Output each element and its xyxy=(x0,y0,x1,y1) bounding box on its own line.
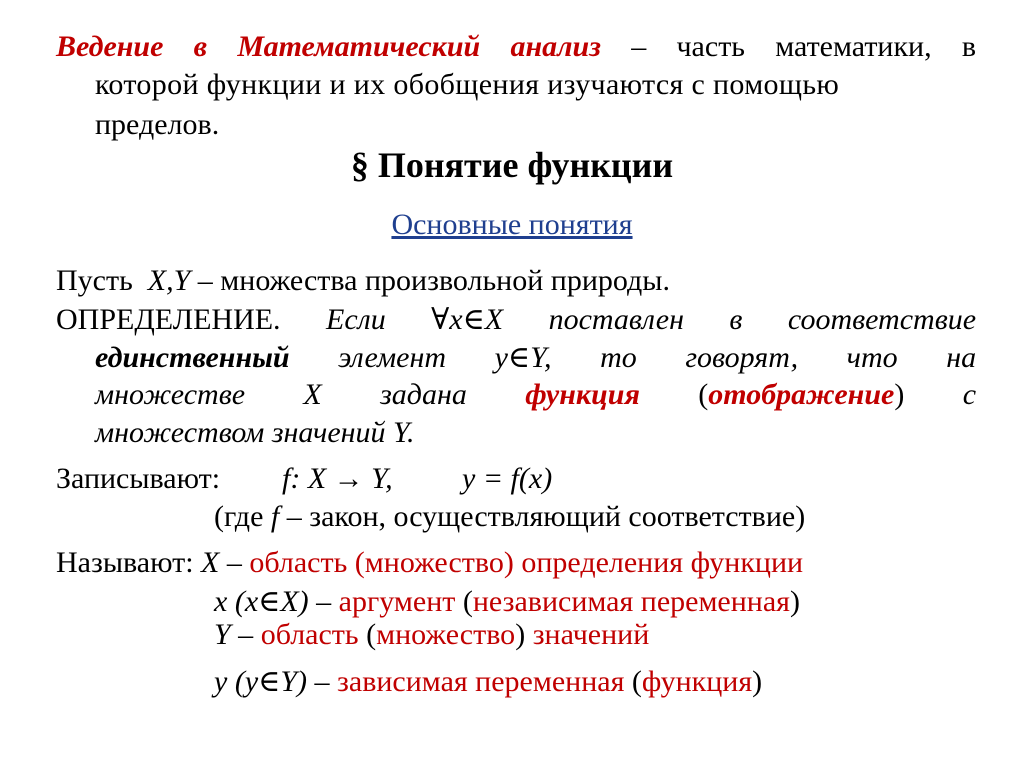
naming-set: множество xyxy=(376,618,516,651)
def-word: множестве xyxy=(95,378,246,411)
intro-line-2: которой функции и их обобщения изучаются с помощью xyxy=(95,68,840,101)
def-word: что xyxy=(846,341,898,374)
naming-values: значений xyxy=(532,618,650,651)
let-sets: X,Y xyxy=(147,264,191,297)
naming-lead: Называют: xyxy=(56,546,194,579)
naming-symbol: ) – xyxy=(297,665,330,698)
paren: ( xyxy=(366,618,377,651)
definition-line-1 xyxy=(56,302,976,337)
naming-independent: независимая переменная xyxy=(472,585,790,618)
def-mapping-word: отображение xyxy=(708,378,895,411)
naming-row-2 xyxy=(214,584,800,619)
intro-word: часть xyxy=(676,30,745,63)
def-word: на xyxy=(946,341,977,374)
naming-symbol: x ( xyxy=(214,585,245,618)
paren: ( xyxy=(462,585,473,618)
def-function-word: функция xyxy=(525,378,640,411)
def-word: в xyxy=(729,303,743,336)
intro-word: математики, xyxy=(775,30,932,63)
note-symbol: f xyxy=(270,500,280,533)
def-math: y∈Y, xyxy=(494,341,552,374)
paren: ) xyxy=(752,665,763,698)
def-unique: единственный xyxy=(95,341,290,374)
intro-dash: – xyxy=(631,30,647,63)
def-word: с xyxy=(962,378,977,411)
naming-symbol: Y – xyxy=(214,618,254,651)
notation-note xyxy=(214,500,805,534)
definition-label: ОПРЕДЕЛЕНИЕ. xyxy=(56,303,281,336)
naming-dependent: зависимая переменная xyxy=(337,665,625,698)
definition-line-3 xyxy=(95,378,976,412)
naming-symbol: ) – xyxy=(298,585,332,618)
def-word: Если xyxy=(326,303,386,336)
naming-symbol: X – xyxy=(201,546,242,579)
let-line xyxy=(56,264,670,298)
naming-domain: область (множество) определения функции xyxy=(249,546,804,579)
definition-line-4: множеством значений Y. xyxy=(95,416,415,449)
def-math: X xyxy=(303,378,322,411)
paren: ) xyxy=(894,378,905,411)
notation-lead: Записывают: xyxy=(56,462,221,495)
def-word: поставлен xyxy=(548,303,684,336)
def-word: задана xyxy=(380,378,467,411)
naming-range: область xyxy=(260,618,359,651)
note-text: – закон, осуществляющий соответствие) xyxy=(286,500,806,533)
intro-word: в xyxy=(961,30,977,63)
naming-row-4 xyxy=(214,664,762,699)
note-text: (где xyxy=(214,500,264,533)
def-word: элемент xyxy=(338,341,447,374)
notation-line xyxy=(56,462,220,496)
intro-line-3: пределов. xyxy=(95,108,220,141)
naming-symbol: y ( xyxy=(214,665,245,698)
naming-symbol: x∈X xyxy=(244,585,299,618)
naming-symbol: y∈Y xyxy=(244,665,298,698)
def-math: ∀x∈X xyxy=(431,303,504,336)
intro-line-1 xyxy=(56,30,976,64)
paren: ) xyxy=(515,618,526,651)
section-title: § Понятие функции xyxy=(350,145,674,185)
intro-term: Ведение в Математический анализ xyxy=(56,30,601,63)
def-word: говорят, xyxy=(685,341,799,374)
paren: ) xyxy=(789,585,800,618)
definition-line-2 xyxy=(95,340,976,375)
let-rest: – множества произвольной природы. xyxy=(197,264,670,297)
naming-argument: аргумент xyxy=(338,585,456,618)
paren: ( xyxy=(698,378,709,411)
def-word: соответствие xyxy=(787,303,977,336)
paren: ( xyxy=(631,665,642,698)
naming-row-3 xyxy=(214,618,649,652)
notation-map: f: X → Y, xyxy=(282,462,393,495)
let-lead: Пусть xyxy=(56,264,133,297)
notation-eq: y = f(x) xyxy=(462,462,553,495)
def-word: то xyxy=(600,341,637,374)
naming-row-1 xyxy=(56,546,803,580)
subtitle: Основные понятия xyxy=(391,208,633,241)
naming-function: функция xyxy=(641,665,753,698)
